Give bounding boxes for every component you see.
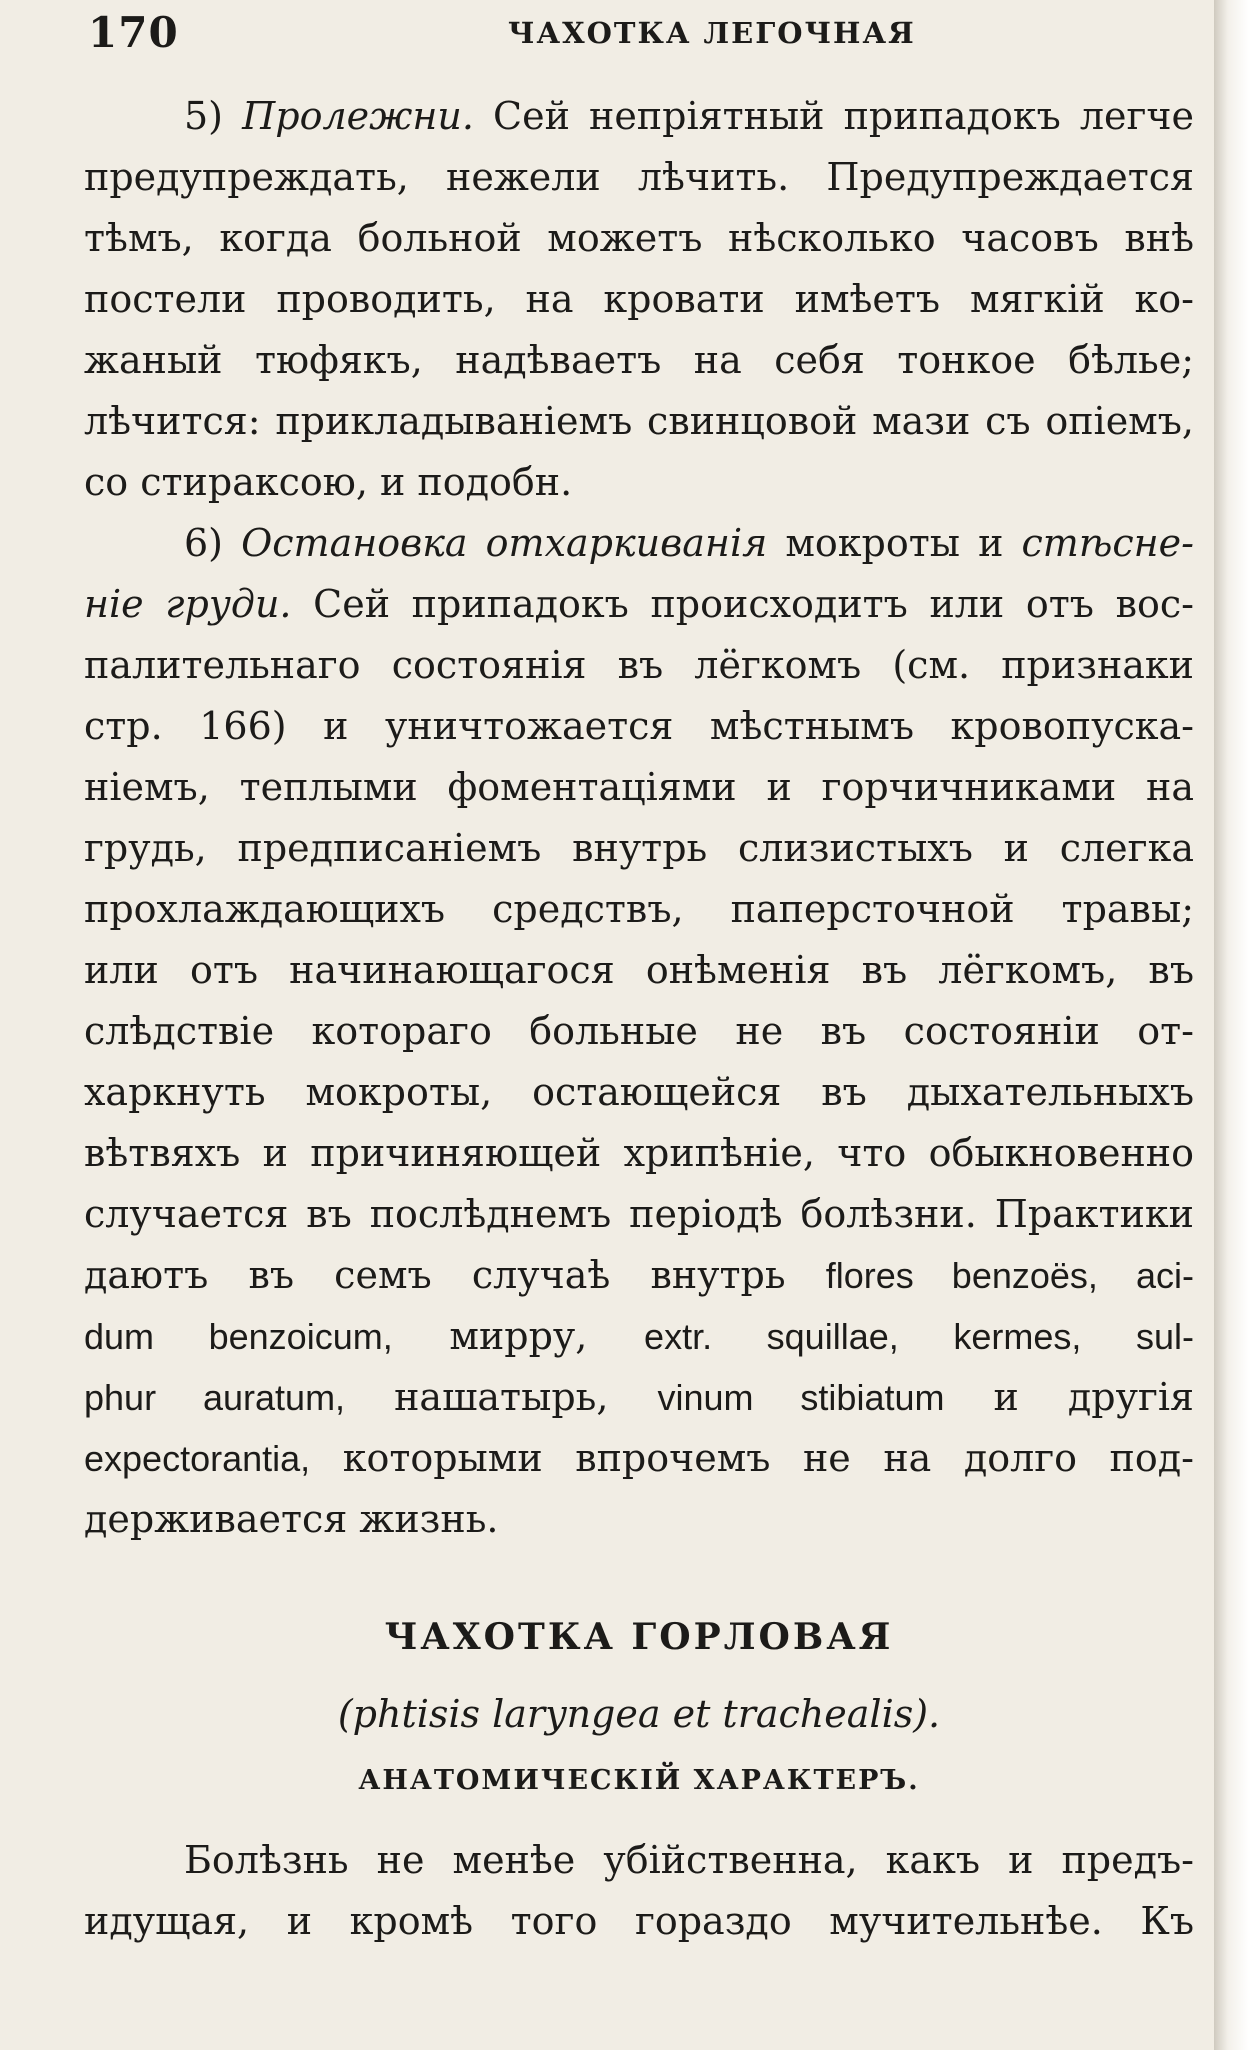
text-line: [84, 86, 1194, 147]
text-line: тѣмъ, когда больной можетъ нѣсколько часовъ внѣ: [84, 216, 1194, 260]
text-line: [84, 574, 1194, 635]
text-fragment: Сей непріятный припадокъ легче: [493, 94, 1194, 138]
text-line: харкнуть мокроты, остающейся въ дыхательныхъ: [84, 1070, 1194, 1114]
latin-term: vinum stibiatum: [657, 1377, 945, 1418]
section-latin-title: (phtisis laryngea et trachealis).: [337, 1692, 941, 1736]
latin-term: extr. squillae, kermes, sul-: [644, 1316, 1194, 1357]
text-line: или отъ начинающагося онѣменія въ лёгкомъ, въ: [84, 948, 1194, 992]
text-fragment: и другія: [993, 1375, 1194, 1419]
text-line: Болѣзнь не менѣе убійственна, какъ и предъ-: [184, 1838, 1194, 1882]
text-line: [84, 513, 1194, 574]
text-line: лѣчится: прикладываніемъ свинцовой мази съ опіемъ,: [84, 399, 1194, 443]
spacer: [84, 1806, 1194, 1830]
text-line: предупреждать, нежели лѣчить. Предупреждается: [84, 155, 1194, 199]
text-line: грудь, предписаніемъ внутрь слизистыхъ и слегка: [84, 826, 1194, 870]
text-line: [84, 1245, 1194, 1306]
item-title: ніе груди.: [84, 582, 292, 626]
text-line: [84, 1428, 1194, 1489]
text-line: случается въ послѣднемъ періодѣ болѣзни. Практики: [84, 1192, 1194, 1236]
text-fragment: Сей припадокъ происходитъ или отъ вос-: [313, 582, 1194, 626]
text-line: со стираксою, и подобн.: [84, 460, 573, 504]
latin-term: phur auratum,: [84, 1377, 346, 1418]
item-number: 6): [184, 521, 224, 565]
page-number: 170: [88, 8, 179, 57]
subheading: АНАТОМИЧЕСКІЙ ХАРАКТЕРЪ.: [358, 1765, 920, 1796]
latin-term: dum benzoicum,: [84, 1316, 393, 1357]
text-line: [84, 1306, 1194, 1367]
text-fragment: даютъ въ семъ случаѣ внутрь: [84, 1253, 786, 1297]
text-line: палительнаго состоянія въ лёгкомъ (см. признаки: [84, 643, 1194, 687]
item-title: стѣсне-: [1021, 521, 1194, 565]
section-heading: ЧАХОТКА ГОРЛОВАЯ: [384, 1616, 894, 1658]
text-line: постели проводить, на кровати имѣетъ мягкій ко-: [84, 277, 1194, 321]
text-fragment: мокроты и: [785, 521, 1004, 565]
item-title: Пролежни.: [242, 94, 474, 138]
text-line: слѣдствіе котораго больные не въ состояніи от-: [84, 1009, 1194, 1053]
page-edge: [1214, 0, 1249, 2050]
item-number: 5): [184, 94, 224, 138]
running-title: ЧАХОТКА ЛЕГОЧНАЯ: [508, 16, 916, 50]
text-line: стр. 166) и уничтожается мѣстнымъ кровопуска-: [84, 704, 1194, 748]
text-line: ніемъ, теплыми фоментаціями и горчичниками на: [84, 765, 1194, 809]
page-header: [88, 8, 1188, 58]
text-line: идущая, и кромѣ того гораздо мучительнѣе. Къ: [84, 1899, 1194, 1943]
text-fragment: которыми впрочемъ не на долго под-: [342, 1436, 1194, 1480]
page-body: [84, 86, 1194, 1952]
latin-term: flores benzoës, aci-: [825, 1255, 1194, 1296]
text-line: [84, 1367, 1194, 1428]
text-line: жаный тюфякъ, надѣваетъ на себя тонкое бѣлье;: [84, 338, 1194, 382]
text-fragment: нашатырь,: [394, 1375, 609, 1419]
text-line: держивается жизнь.: [84, 1497, 499, 1541]
latin-term: expectorantia,: [84, 1438, 311, 1479]
item-title: Остановка отхаркиванія: [241, 521, 768, 565]
text-line: вѣтвяхъ и причиняющей хрипѣніе, что обыкновенно: [84, 1131, 1194, 1175]
text-fragment: мирру,: [449, 1314, 588, 1358]
text-line: прохлаждающихъ средствъ, паперсточной травы;: [84, 887, 1194, 931]
